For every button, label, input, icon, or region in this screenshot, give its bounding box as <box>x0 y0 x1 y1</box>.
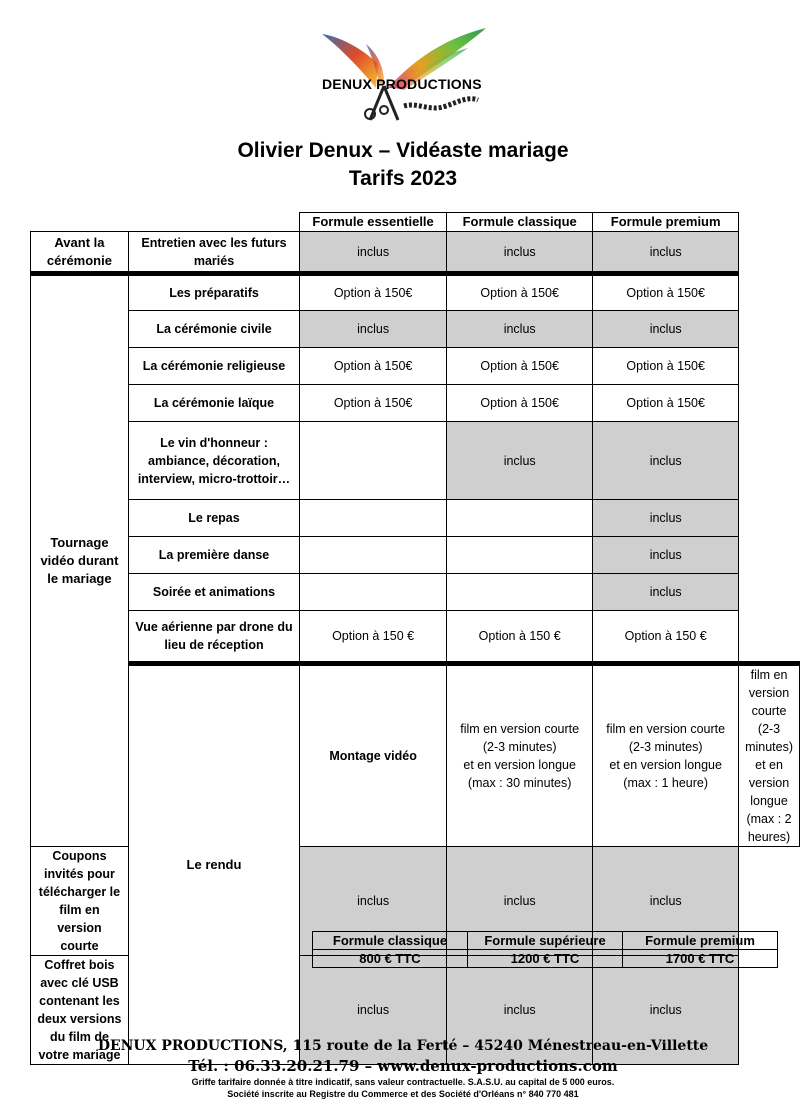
table-row <box>31 385 800 422</box>
table-cell: film en version courte (2-3 minutes) et en version longue (max : 30 minutes) <box>447 664 593 847</box>
table-cell: inclus <box>447 847 593 956</box>
table-row <box>31 274 800 311</box>
table-cell: Option à 150€ <box>447 274 593 311</box>
table-row <box>31 574 800 611</box>
table-cell <box>300 574 447 611</box>
table-cell: inclus <box>593 500 739 537</box>
table-cell: Option à 150€ <box>300 385 447 422</box>
table-cell <box>300 422 447 500</box>
table-cell <box>447 574 593 611</box>
row-label: Soirée et animations <box>128 574 299 611</box>
logo-brand: DENUX PRODUCTIONS <box>322 76 482 92</box>
row-label: La cérémonie laïque <box>128 385 299 422</box>
column-header: Formule classique <box>447 213 593 232</box>
table-cell <box>300 537 447 574</box>
row-label: La première danse <box>128 537 299 574</box>
price-name: Formule premium <box>623 932 778 950</box>
table-cell: Option à 150€ <box>447 348 593 385</box>
table-cell: Option à 150€ <box>447 385 593 422</box>
table-cell: Option à 150€ <box>593 274 739 311</box>
table-cell: inclus <box>593 422 739 500</box>
footer-registration: Société inscrite au Registre du Commerce et des Société d'Orléans n° 840 770 481 <box>227 1089 579 1099</box>
table-cell: inclus <box>593 956 739 1065</box>
footer-contact: Tél. : 06.33.20.21.79 – www.denux-productions.com <box>188 1057 618 1075</box>
price-amount: 800 € TTC <box>313 950 468 968</box>
table-row <box>31 664 800 847</box>
column-header: Formule premium <box>593 213 739 232</box>
table-cell: Option à 150 € <box>447 611 593 664</box>
table-cell <box>300 500 447 537</box>
table-cell: Option à 150€ <box>593 385 739 422</box>
table-cell: inclus <box>593 847 739 956</box>
price-amount: 1200 € TTC <box>468 950 623 968</box>
footer-address: DENUX PRODUCTIONS, 115 route de la Ferté – 45240 Ménestreau-en-Villette <box>97 1038 709 1054</box>
row-label: Le vin d'honneur : ambiance, décoration, interview, micro-trottoir… <box>128 422 299 500</box>
table-cell: inclus <box>447 422 593 500</box>
table-cell: film en version courte (2-3 minutes) et en version longue (max : 2 heures) <box>739 664 800 847</box>
row-label: La cérémonie religieuse <box>128 348 299 385</box>
table-cell: Option à 150€ <box>300 274 447 311</box>
table-cell <box>447 537 593 574</box>
column-header: Formule essentielle <box>300 213 447 232</box>
table-row <box>31 232 800 274</box>
table-cell: inclus <box>447 232 593 274</box>
table-row <box>31 422 800 500</box>
price-amounts-row <box>313 950 778 968</box>
group-label: Tournage vidéo durant le mariage <box>31 274 129 847</box>
table-row <box>31 311 800 348</box>
logo <box>318 26 488 122</box>
table-cell: inclus <box>300 232 447 274</box>
row-label: La cérémonie civile <box>128 311 299 348</box>
row-label: Coffret bois avec clé USB contenant les deux versions du film de votre mariage <box>31 956 129 1065</box>
row-label: Le repas <box>128 500 299 537</box>
table-cell: Option à 150 € <box>300 611 447 664</box>
row-label: Entretien avec les futurs mariés <box>128 232 299 274</box>
table-cell: inclus <box>593 311 739 348</box>
price-names-row <box>313 932 778 950</box>
price-amount: 1700 € TTC <box>623 950 778 968</box>
table-cell: Option à 150€ <box>300 348 447 385</box>
table-cell: inclus <box>300 847 447 956</box>
table-cell: inclus <box>447 956 593 1065</box>
table-cell: inclus <box>593 232 739 274</box>
wings-icon <box>318 26 488 122</box>
row-label: Les préparatifs <box>128 274 299 311</box>
table-cell: inclus <box>593 537 739 574</box>
table-cell <box>447 500 593 537</box>
table-row <box>31 348 800 385</box>
table-row <box>31 611 800 664</box>
table-cell: Option à 150€ <box>593 348 739 385</box>
page-title: Olivier Denux – Vidéaste mariage <box>237 139 569 162</box>
group-label: Le rendu <box>128 664 299 1065</box>
price-name: Formule classique <box>313 932 468 950</box>
table-cell: Option à 150 € <box>593 611 739 664</box>
group-label: Avant la cérémonie <box>31 232 129 274</box>
row-label: Coupons invités pour télécharger le film en version courte <box>31 847 129 956</box>
row-label: Vue aérienne par drone du lieu de réception <box>128 611 299 664</box>
page-subtitle: Tarifs 2023 <box>348 167 458 190</box>
price-table <box>312 931 778 968</box>
footer-legal: Griffe tarifaire donnée à titre indicatif, sans valeur contractuelle. S.A.S.U. au capital de 5 000 euros. <box>191 1077 615 1087</box>
table-row <box>31 537 800 574</box>
price-name: Formule supérieure <box>468 932 623 950</box>
table-cell: film en version courte (2-3 minutes) et en version longue (max : 1 heure) <box>593 664 739 847</box>
table-cell: inclus <box>447 311 593 348</box>
table-cell: inclus <box>300 956 447 1065</box>
table-row <box>31 500 800 537</box>
row-label: Montage vidéo <box>300 664 447 847</box>
table-header-row <box>31 213 800 232</box>
table-cell: inclus <box>593 574 739 611</box>
table-cell: inclus <box>300 311 447 348</box>
